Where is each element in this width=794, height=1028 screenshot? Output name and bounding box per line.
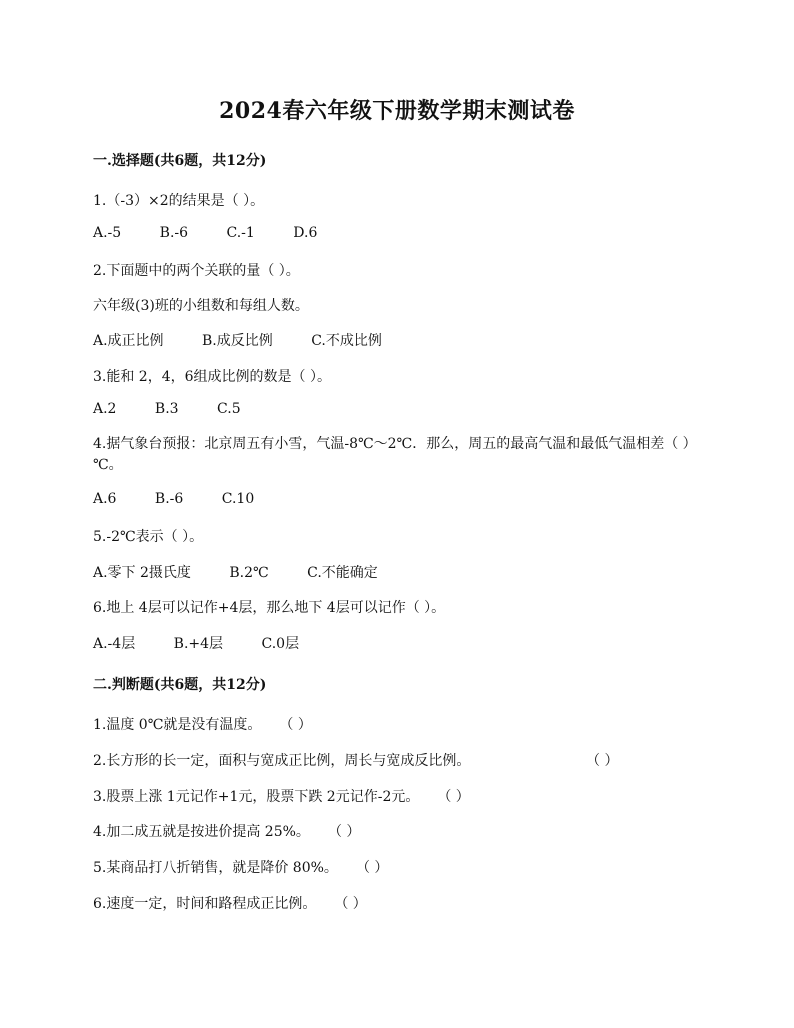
question-4-options — [93, 491, 254, 507]
option-a: A.-5 — [93, 225, 122, 241]
answer-parentheses: （ ） — [334, 896, 367, 912]
judgement-item-2 — [93, 750, 470, 770]
judgement-item-3 — [93, 786, 470, 806]
option-c: C.10 — [221, 491, 255, 507]
question-3-options — [93, 401, 241, 417]
option-c: C.5 — [217, 401, 241, 417]
option-c: C.不成比例 — [311, 333, 382, 349]
option-a: A.6 — [93, 491, 117, 507]
question-2-sub: 六年级(3)班的小组数和每组人数。 — [93, 298, 309, 314]
judgement-text: 3.股票上涨 1元记作+1元，股票下跌 2元记作-2元。 — [93, 789, 420, 805]
judgement-text: 1.温度 0℃就是没有温度。 — [93, 717, 262, 733]
option-c: C.-1 — [226, 225, 255, 241]
question-4-stem: 4.据气象台预报：北京周五有小雪，气温-8℃～2℃．那么，周五的最高气温和最低气温相差（ ）℃。 — [93, 436, 697, 473]
question-5-stem: 5.-2℃表示（ ）。 — [93, 529, 204, 545]
option-b: B.-6 — [159, 225, 189, 241]
option-a: A.-4层 — [93, 636, 136, 652]
option-b: B.3 — [154, 401, 179, 417]
answer-parentheses: （ ） — [437, 789, 470, 805]
option-b: B.成反比例 — [202, 333, 273, 349]
judgement-item-6 — [93, 893, 367, 913]
judgement-text: 2.长方形的长一定，面积与宽成正比例，周长与宽成反比例。 — [93, 753, 471, 769]
question-2-stem: 2.下面题中的两个关联的量（ ）。 — [93, 263, 300, 279]
question-3-stem: 3.能和 2，4，6组成比例的数是（ ）。 — [93, 369, 331, 385]
question-6-options — [93, 633, 299, 653]
page-title: 2024春六年级下册数学期末测试卷 — [219, 98, 575, 124]
option-a: A.2 — [93, 401, 117, 417]
judgement-text: 6.速度一定，时间和路程成正比例。 — [93, 896, 317, 912]
section-header-judgement: 二.判断题(共6题，共12分) — [93, 677, 267, 693]
option-c: C.不能确定 — [307, 565, 378, 581]
question-5-options — [93, 562, 378, 582]
judgement-item-4 — [93, 821, 360, 841]
answer-parentheses: （ ） — [279, 717, 312, 733]
answer-parentheses: （ ） — [586, 753, 619, 769]
option-c: C.0层 — [261, 636, 300, 652]
option-a: A.零下 2摄氏度 — [93, 565, 191, 581]
judgement-item-1 — [93, 714, 312, 734]
answer-parentheses: （ ） — [327, 824, 361, 840]
judgement-text: 5.某商品打八折销售，就是降价 80%。 — [93, 860, 338, 876]
question-1-options — [93, 225, 317, 241]
question-1-stem: 1.（-3）×2的结果是（ ）。 — [93, 193, 265, 209]
question-2-options — [93, 330, 382, 350]
option-a: A.成正比例 — [93, 333, 164, 349]
option-b: B.2℃ — [229, 565, 269, 581]
judgement-text: 4.加二成五就是按进价提高 25%。 — [93, 824, 310, 840]
section-header-choice: 一.选择题(共6题，共12分) — [93, 153, 267, 169]
question-6-stem: 6.地上 4层可以记作+4层，那么地下 4层可以记作（ ）。 — [93, 600, 446, 616]
option-b: B.+4层 — [173, 636, 224, 652]
option-b: B.-6 — [154, 491, 184, 507]
option-d: D.6 — [293, 225, 318, 241]
judgement-item-5 — [93, 857, 388, 877]
answer-parentheses: （ ） — [355, 860, 389, 876]
